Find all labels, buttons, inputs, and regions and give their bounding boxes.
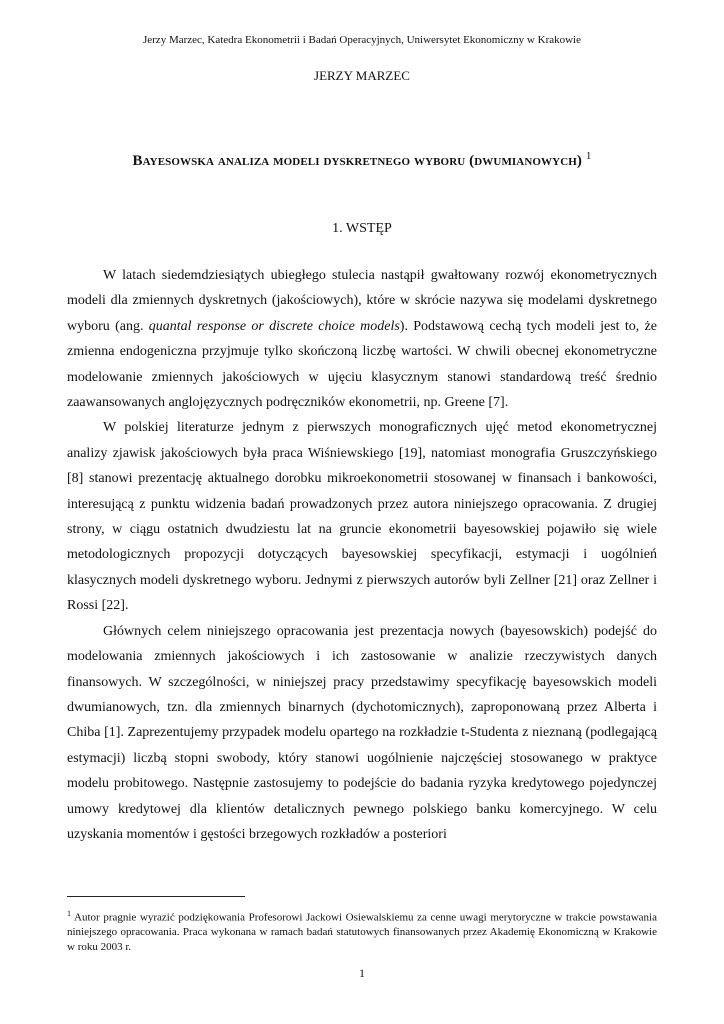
paragraph-2: W polskiej literaturze jednym z pierwszych monograficznych ujęć metod ekonometrycznej analizy zjawisk jakościowych była praca Wiśniewskiego [19], natomiast monografia Gruszczyńskiego [8] stanowi prezentację aktualnego dorobku mikroekonometrii stosowanej w finansach i bankowości, interesującą z punktu widzenia badań prowadzonych przez autora niniejszego opracowania. Z drugiej strony, w ciągu ostatnich dwudziestu lat na gruncie ekonometrii bayesowskiej pojawiło się wiele metodologicznych propozycji dotyczących bayesowskiej specyfikacji, estymacji i uogólnień klasycznych modeli dyskretnego wyboru. Jednymi z pierwszych autorów byli Zellner [21] oraz Zellner i Rossi [22]. [67, 420, 657, 614]
section-heading: 1. WSTĘP [332, 221, 392, 236]
paragraph-3: Głównych celem niniejszego opracowania jest prezentacja nowych (bayesowskich) podejść do modelowania zmiennych jakościowych i ich zastosowanie w analizie rzeczywistych danych finansowych. W szczególności, w niniejszej pracy przedstawimy specyfikację bayesowskich modeli dwumianowych, tzn. dla zmiennych binarnych (dychotomicznych), zaproponowaną przez Alberta i Chiba [1]. Zaprezentujemy przypadek modelu opartego na rozkładzie t-Studenta z nieznaną (podlegającą estymacji) liczbą stopni swobody, który stanowi uogólnienie najczęściej stosowanego w praktyce modelu probitowego. Następnie zastosujemy to podejście do badania ryzyka kredytowego pojedynczej umowy kredytowej dla klientów detalicznych pewnego polskiego banku komercyjnego. W celu uzyskania momentów i gęstości brzegowych rozkładów a posteriori [67, 623, 657, 842]
paragraph-1-end: ). Podstawową cechą tych modeli jest to, że zmienna endogeniczna przyjmuje tylko skończoną liczbę wartości. W chwili obecnej ekonometryczne modelowanie zmiennych jakościowych w ujęciu klasycznym stanowi standardową treść średnio zaawansowanych anglojęzycznych podręczników ekonometrii, np. Greene [7]. [67, 318, 657, 411]
paragraph-1 [67, 263, 657, 415]
footnote-divider [67, 896, 245, 897]
paragraph-1-start: W latach siedemdziesiątych ubiegłego stulecia nastąpił gwałtowany rozwój ekonometrycznych modeli dla zmiennych dyskretnych (jakościowych), które w skrócie nazywa się modelami dyskretnego wyboru (ang. [67, 268, 657, 334]
footnote-mark: 1 [67, 909, 71, 918]
page-number: 1 [359, 966, 365, 980]
paper-title [67, 146, 657, 171]
footnote-text: Autor pragnie wyrazić podziękowania Profesorowi Jackowi Osiewalskiemu za cenne uwagi merytoryczne w trakcie powstawania niniejszego opracowania. Praca wykonana w ramach badań statutowych finansowanych przez Akademię Ekonomiczną w Krakowie w roku 2003 r. [67, 911, 657, 953]
footnote [67, 907, 657, 954]
paper-title-text: Bayesowska analiza modeli dyskretnego wyboru (dwumianowych) [132, 153, 582, 169]
author-name: JERZY MARZEC [314, 68, 410, 83]
title-footnote-mark: 1 [585, 150, 592, 162]
body-text [67, 263, 657, 847]
running-header: Jerzy Marzec, Katedra Ekonometrii i Badań Operacyjnych, Uniwersytet Ekonomiczny w Krakowie [142, 34, 581, 46]
paragraph-1-italic: quantal response or discrete choice models [148, 318, 400, 334]
